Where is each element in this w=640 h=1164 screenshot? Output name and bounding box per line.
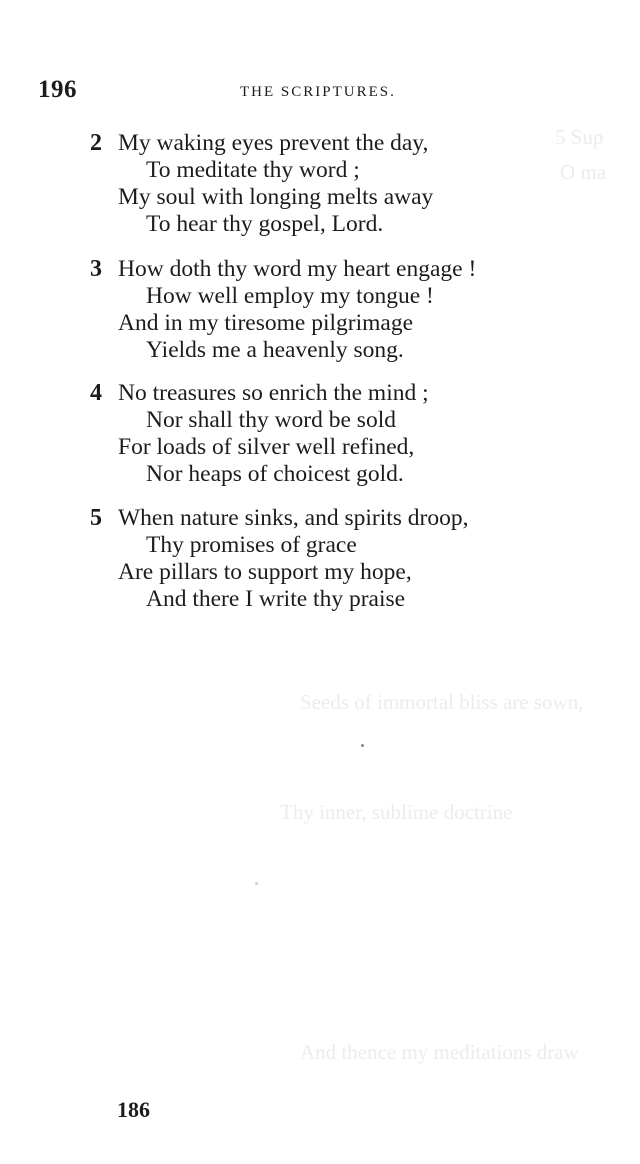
- verse-line: Nor heaps of choicest gold.: [146, 461, 404, 487]
- show-through-texture: Seeds of immortal bliss are sown,: [300, 690, 584, 714]
- page-number: 196: [38, 76, 77, 103]
- verse-line: When nature sinks, and spirits droop,: [118, 505, 469, 531]
- verse-line: To hear thy gospel, Lord.: [146, 211, 384, 237]
- stanza-3: [90, 256, 630, 364]
- print-speck: [361, 744, 364, 747]
- verse-line: Are pillars to support my hope,: [118, 559, 412, 585]
- verse-line: My waking eyes prevent the day,: [118, 130, 429, 156]
- show-through-texture: O ma: [560, 160, 607, 184]
- stanza-number: 4: [90, 380, 102, 406]
- show-through-texture: And thence my meditations draw: [300, 1040, 579, 1064]
- stanza-number: 3: [90, 256, 102, 282]
- show-through-texture: 5 Sup: [555, 125, 604, 149]
- stanza-2: [90, 130, 630, 238]
- verse-line: And there I write thy praise: [146, 586, 406, 612]
- verse-line: Thy promises of grace: [146, 532, 357, 558]
- signature-mark: 186: [117, 1097, 150, 1122]
- stanza-4: [90, 380, 630, 488]
- verse-line: For loads of silver well refined,: [118, 434, 415, 460]
- verse-line: Yields me a heavenly song.: [146, 337, 404, 363]
- verse-line: No treasures so enrich the mind ;: [118, 380, 429, 406]
- verse-line: And in my tiresome pilgrimage: [118, 310, 414, 336]
- verse-line: My soul with longing melts away: [118, 184, 434, 210]
- stanza-number: 2: [90, 130, 102, 156]
- verse-line: How well employ my tongue !: [146, 283, 434, 309]
- show-through-texture: Thy inner, sublime doctrine: [280, 800, 513, 824]
- running-head: THE SCRIPTURES.: [240, 84, 396, 100]
- print-speck: [255, 882, 258, 885]
- stanza-5: [90, 505, 630, 613]
- verse-line: Nor shall thy word be sold: [146, 407, 396, 433]
- verse-line: To meditate thy word ;: [146, 157, 360, 183]
- verse-line: How doth thy word my heart engage !: [118, 256, 477, 282]
- stanza-number: 5: [90, 505, 102, 531]
